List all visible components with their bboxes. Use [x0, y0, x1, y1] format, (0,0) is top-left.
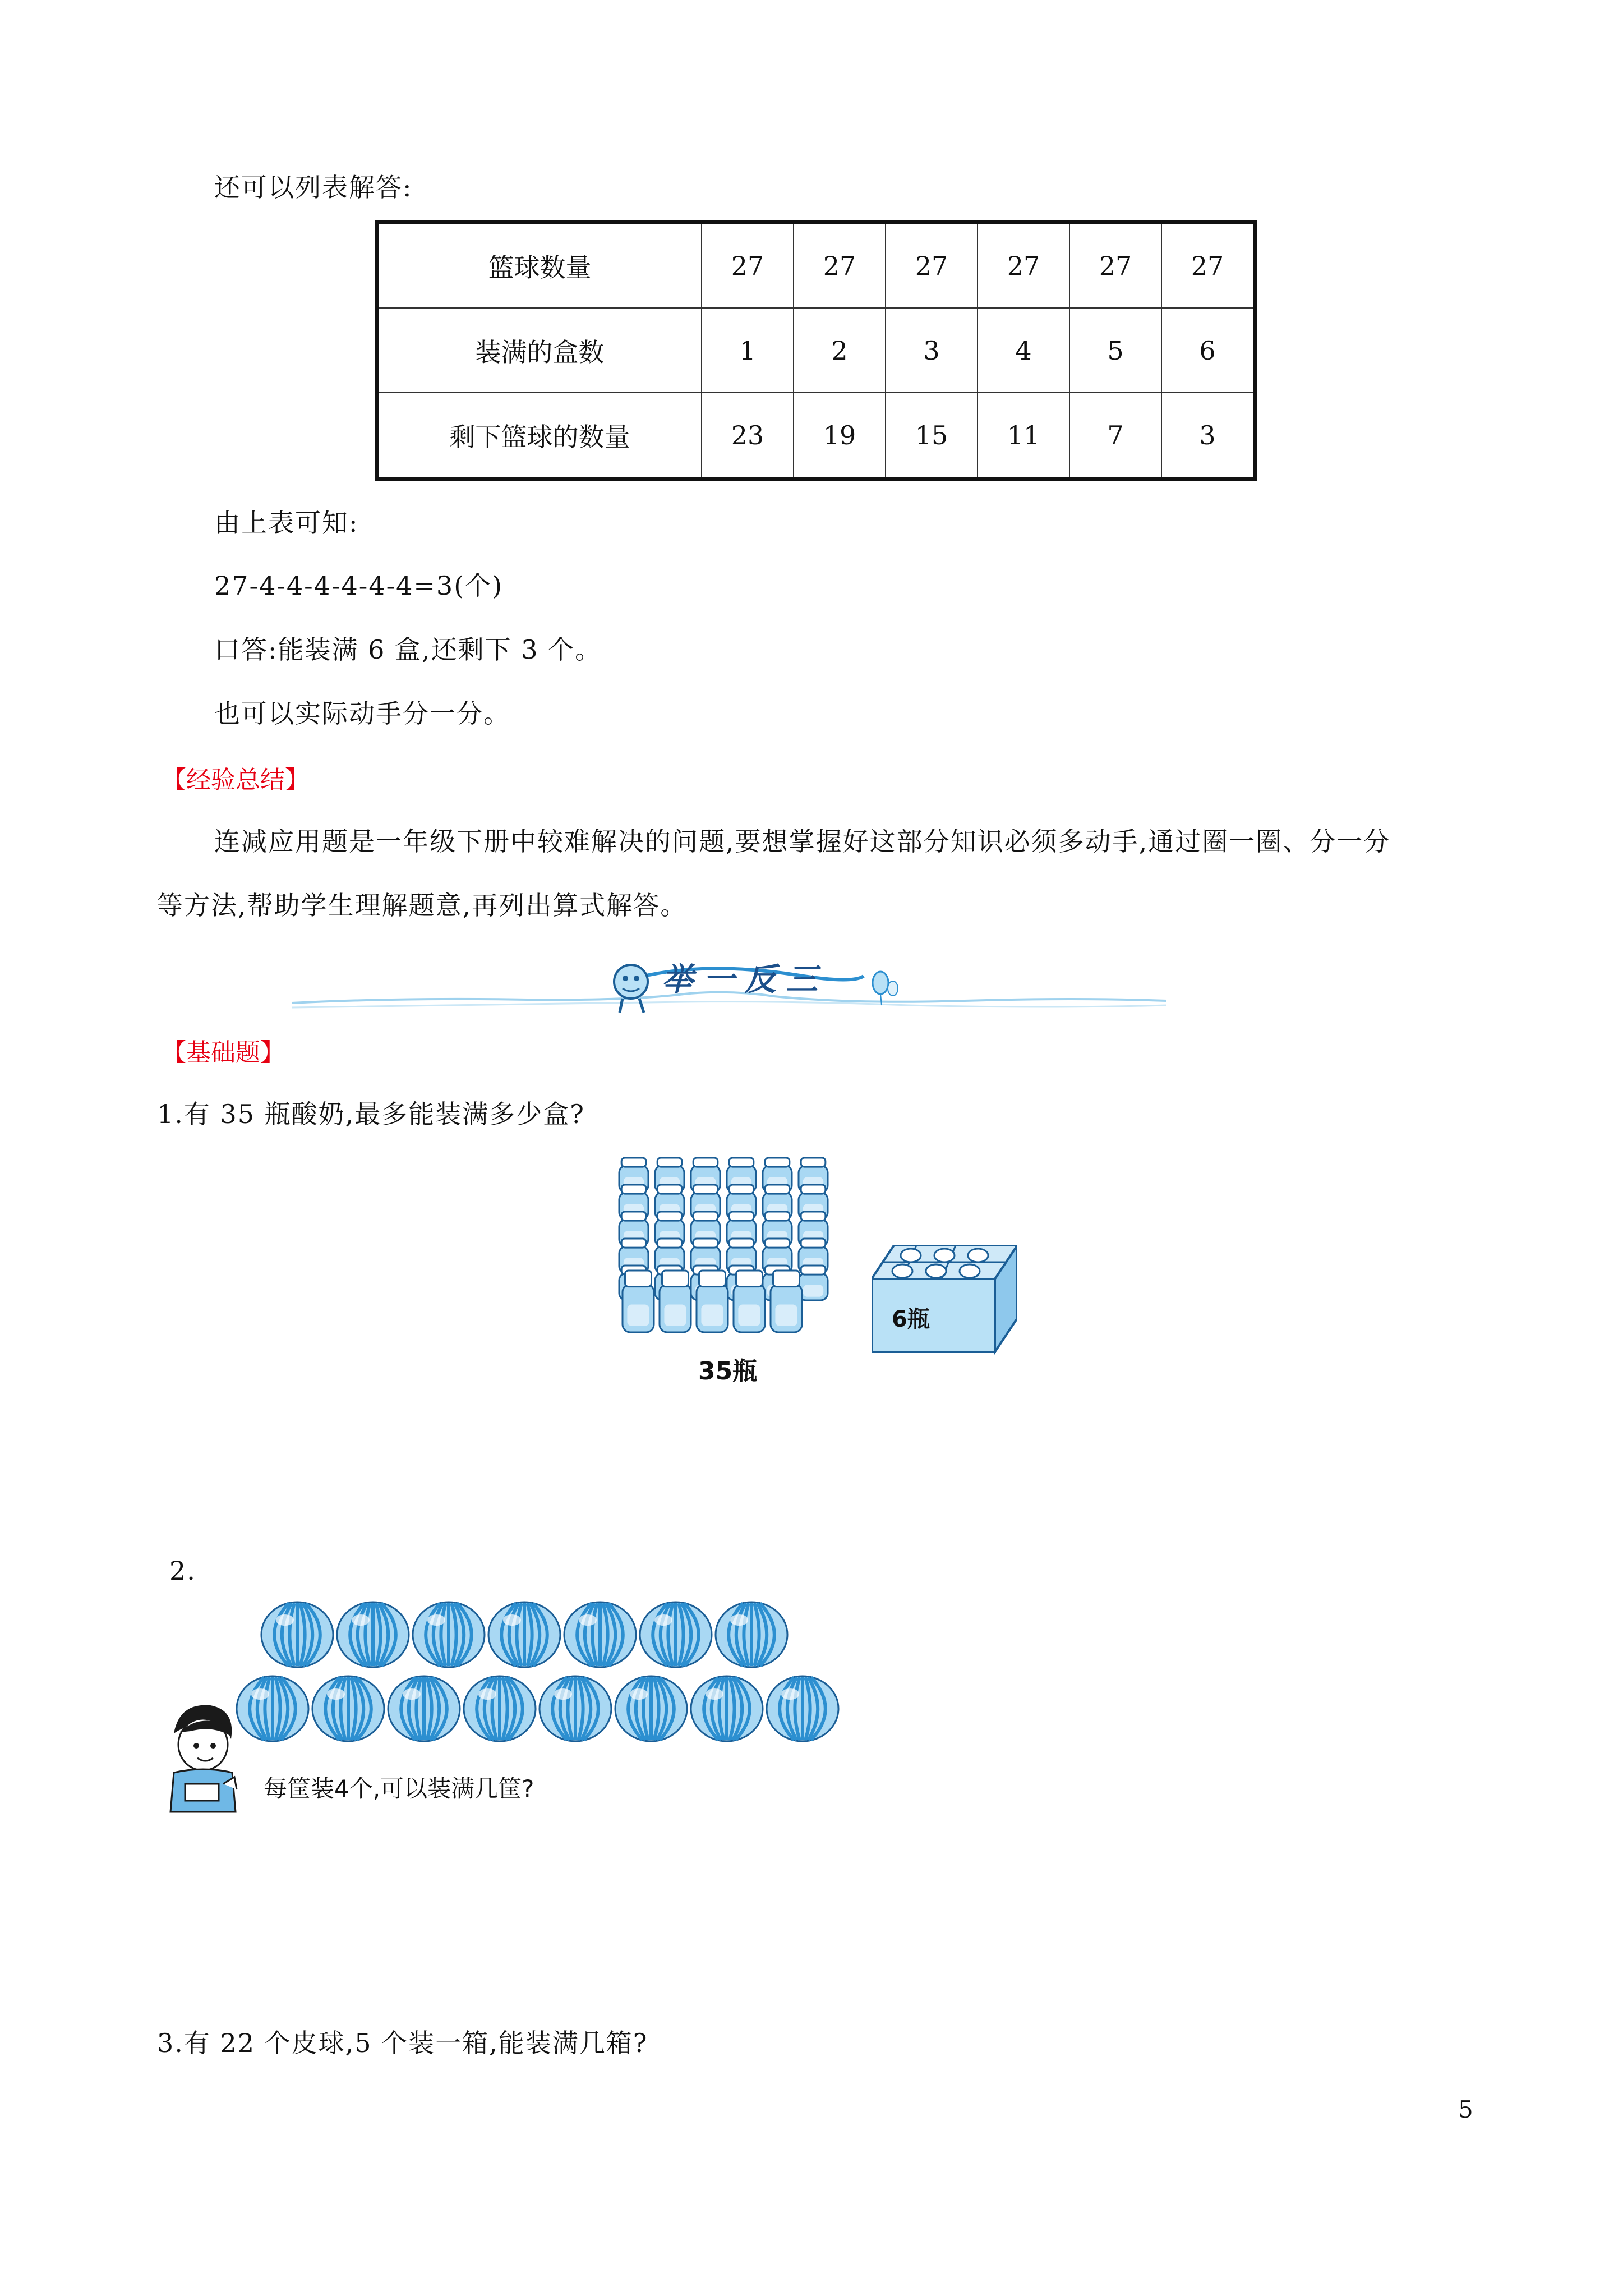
bottle-icon	[623, 1271, 654, 1332]
watermelon-icon	[237, 1676, 308, 1741]
table-cell: 11	[978, 393, 1069, 479]
summary-heading: 【经验总结】	[162, 766, 310, 794]
page-number: 5	[1458, 2096, 1473, 2123]
question-3: 3.有 22 个皮球,5 个装一箱,能装满几箱?	[157, 2028, 648, 2058]
table-cell: 27	[702, 222, 794, 309]
watermelon-icon	[615, 1676, 687, 1741]
watermelon-icon	[767, 1676, 838, 1741]
table-cell: 1	[702, 308, 794, 393]
table-cell: 4	[978, 308, 1069, 393]
table-cell: 27	[1161, 222, 1255, 309]
table-cell: 27	[794, 222, 886, 309]
table-cell: 27	[978, 222, 1069, 309]
watermelon-icon	[261, 1602, 333, 1667]
table-cell: 5	[1069, 308, 1161, 393]
table-cell: 27	[1069, 222, 1161, 309]
table-cell: 2	[794, 308, 886, 393]
watermelons-group	[236, 1599, 864, 1750]
watermelon-icon	[716, 1602, 787, 1667]
bottle-icon	[660, 1271, 691, 1332]
table-cell: 6	[1161, 308, 1255, 393]
question-2-number: 2.	[169, 1556, 196, 1586]
bottle-icon	[734, 1271, 765, 1332]
equation: 27-4-4-4-4-4-4=3(个)	[214, 570, 504, 601]
table-cell: 15	[886, 393, 978, 479]
boy-icon	[157, 1700, 241, 1818]
table-cell: 23	[702, 393, 794, 479]
table-row	[377, 308, 1255, 393]
boy-speech: 每筐装4个,可以装满几筐?	[264, 1775, 534, 1802]
row-label-remaining: 剩下篮球的数量	[377, 393, 702, 479]
table-cell: 19	[794, 393, 886, 479]
box-label: 6瓶	[892, 1306, 930, 1332]
watermelon-icon	[337, 1602, 409, 1667]
table-row	[377, 222, 1255, 309]
watermelon-icon	[640, 1602, 712, 1667]
table-row	[377, 393, 1255, 479]
bottle-icon	[799, 1266, 828, 1300]
yogurt-illustration	[606, 1156, 1021, 1391]
mascot-icon	[614, 965, 648, 1013]
intro-text: 还可以列表解答:	[214, 172, 413, 203]
question-1: 1.有 35 瓶酸奶,最多能装满多少盒?	[157, 1099, 585, 1129]
table-cell: 7	[1069, 393, 1161, 479]
watermelon-icon	[388, 1676, 460, 1741]
watermelon-icon	[413, 1602, 485, 1667]
watermelon-icon	[488, 1602, 560, 1667]
watermelon-icon	[691, 1676, 763, 1741]
counting-table	[375, 220, 1257, 481]
row-label-basketball-count: 篮球数量	[377, 222, 702, 309]
watermelon-icon	[464, 1676, 536, 1741]
table-cell: 3	[886, 308, 978, 393]
after-table-text: 由上表可知:	[214, 508, 359, 538]
bottle-icon	[697, 1271, 728, 1332]
watermelon-icon	[564, 1602, 636, 1667]
section-banner	[292, 942, 1166, 1015]
row-label-full-boxes: 装满的盒数	[377, 308, 702, 393]
alt-method: 也可以实际动手分一分。	[214, 698, 510, 729]
watermelon-icon	[312, 1676, 384, 1741]
table-cell: 27	[886, 222, 978, 309]
summary-line-1: 连减应用题是一年级下册中较难解决的问题,要想掌握好这部分知识必须多动手,通过圈一圈、分一分	[214, 826, 1391, 857]
bottles-group	[606, 1156, 852, 1346]
table-cell: 3	[1161, 393, 1255, 479]
answer: 口答:能装满 6 盒,还剩下 3 个。	[214, 634, 602, 665]
basic-heading: 【基础题】	[162, 1038, 285, 1067]
bottles-label: 35瓶	[698, 1357, 758, 1386]
bottle-icon	[771, 1271, 802, 1332]
summary-line-2: 等方法,帮助学生理解题意,再列出算式解答。	[157, 890, 688, 921]
banner-title: 举一反三	[662, 961, 828, 998]
balloon-icon	[873, 972, 898, 1005]
watermelon-icon	[540, 1676, 611, 1741]
